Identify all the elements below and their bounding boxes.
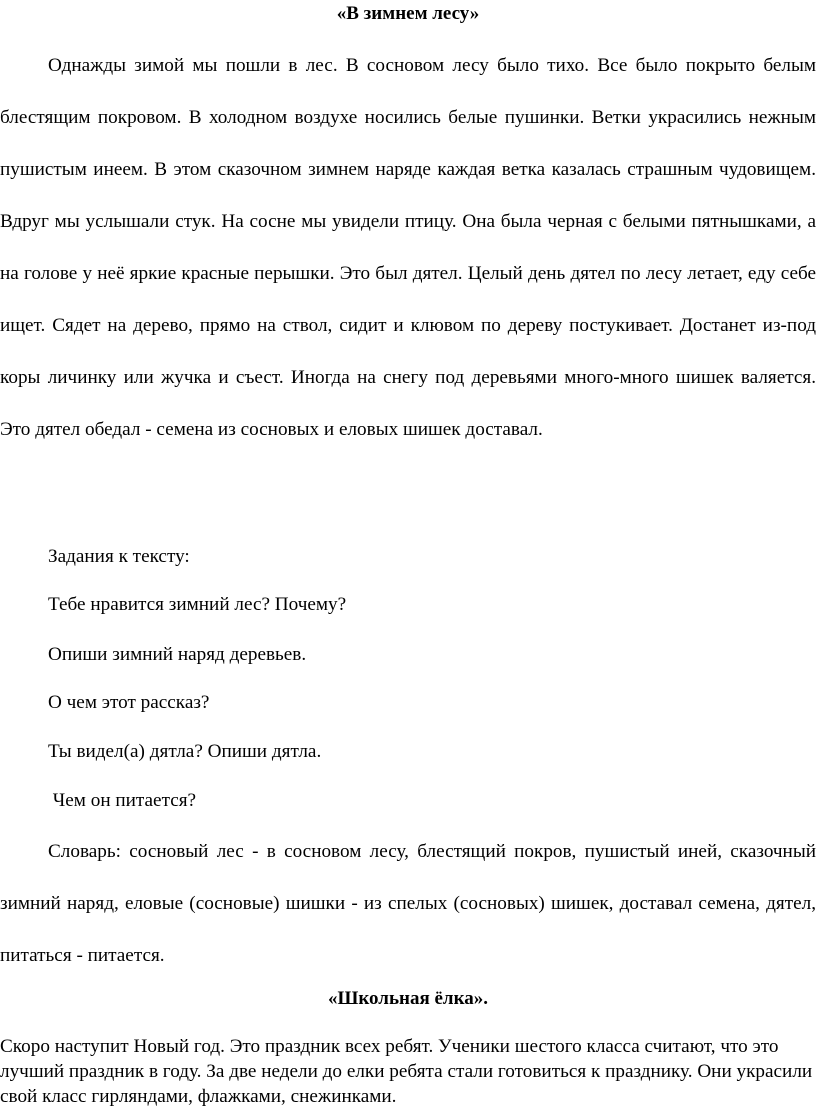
tasks-heading: Задания к тексту: <box>48 546 190 567</box>
task-item: Ты видел(а) дятла? Опиши дятла. <box>48 741 322 762</box>
task-item: Чем он питается? <box>48 790 197 811</box>
story-title: «В зимнем лесу» <box>336 3 480 24</box>
second-story-title: «Школьная ёлка». <box>328 988 488 1009</box>
story-text: Однажды зимой мы пошли в лес. В сосновом лесу было тихо. Все было покрыто белым блестящим покровом. В холодном воздухе носились белые пушинки. Ветки украсились нежным пушистым инеем. В этом сказочном зимнем наряде каждая ветка казалась страшным чудовищем. Вдруг мы услышали стук. На сосне мы увидели птицу. Она была черная с белыми пятнышками, а на голове у неё яркие красные перышки. Это был дятел. Целый день дятел по лесу летает, еду себе ищет. Сядет на дерево, прямо на ствол, сидит и клювом по дереву постукивает. Достанет из-под коры личинку или жучка и съест. Иногда на снегу под деревьями много-много шишек валяется. Это дятел обедал - семена из сосновых и еловых шишек доставал. <box>0 55 816 440</box>
task-item: Опиши зимний наряд деревьев. <box>48 644 307 665</box>
task-item: Тебе нравится зимний лес? Почему? <box>48 594 347 615</box>
task-item: О чем этот рассказ? <box>48 692 210 713</box>
second-story-text: Скоро наступит Новый год. Это праздник всех ребят. Ученики шестого класса считают, что это лучший праздник в году. За две недели до елки ребята стали готовиться к празднику. Они украсили свой класс гирляндами, флажками, снежинками. <box>0 1036 813 1107</box>
vocabulary-text: Словарь: сосновый лес - в сосновом лесу, блестящий покров, пушистый иней, сказочный зимний наряд, еловые (сосновые) шишки - из спелых (сосновых) шишек, доставал семена, дятел, питаться - питается. <box>0 841 816 966</box>
